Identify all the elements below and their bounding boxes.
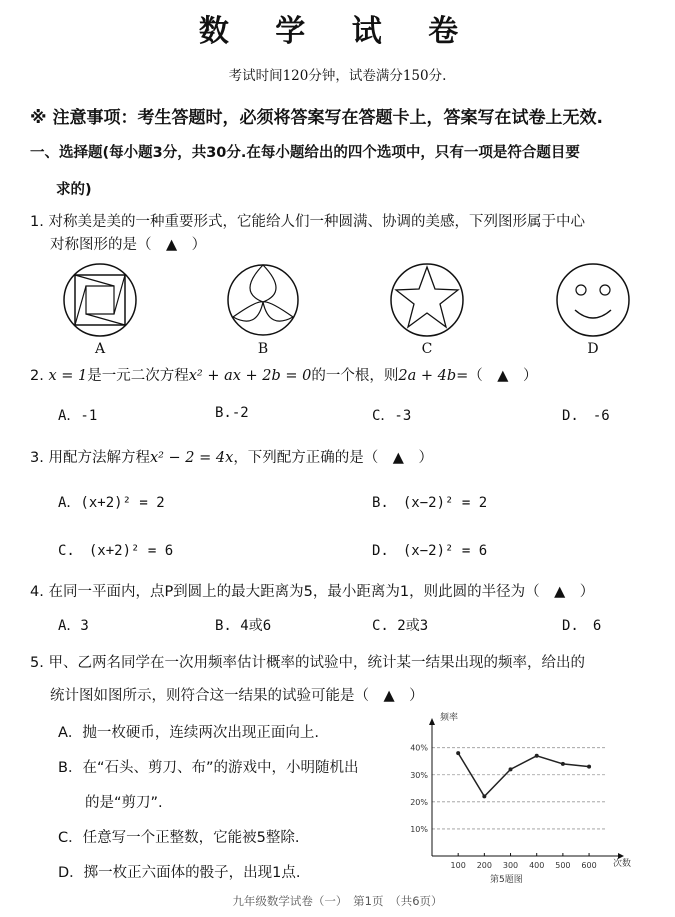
y-axis-arrow-icon [429,718,435,725]
question-1-text-cont: 对称图形的是（ ▲ ） [50,237,207,253]
q2-option-a: A．-1 [58,408,98,424]
x-tick-label: 600 [581,861,597,870]
question-2-text: 2. x = 1是一元二次方程x² + ax + 2b = 0的一个根，则2a + 4b=（ ▲ ） [30,368,538,384]
figure-d-icon [557,264,629,336]
exam-info: 考试时间120分钟，试卷满分150分. [228,68,447,84]
data-point [561,762,565,766]
question-4-text: 4. 在同一平面内，点P到圆上的最大距离为5，最小距离为1，则此圆的半径为（ ▲ ） [30,584,595,600]
data-point [509,767,513,771]
q3-option-b: B. (x−2)² = 2 [372,495,488,511]
y-tick-label: 20% [410,797,428,807]
data-point [482,794,486,798]
figure-a-label: A [94,341,106,357]
data-point [535,754,539,758]
q5-option-c: C．任意写一个正整数，它能被5整除. [58,830,300,846]
question-5-text-cont: 统计图如图所示，则符合这一结果的试验可能是（ ▲ ） [50,688,424,704]
q2-option-c: C．-3 [372,408,412,424]
page-footer: 九年级数学试卷（一） 第1页 （共6页） [232,894,443,908]
y-axis-label: 频率 [440,713,459,723]
q3-option-d: D. (x−2)² = 6 [372,543,488,559]
question-1-text: 1. 对称美是美的一种重要形式，它能给人们一种圆满、协调的美感，下列图形属于中心 [30,214,585,230]
q4-option-c: C. 2或3 [372,618,429,634]
question-3-text: 3. 用配方法解方程x² − 2 = 4x，下列配方正确的是（ ▲ ） [30,450,433,466]
x-axis-label: 次数 [613,859,632,869]
figure-a-icon [64,264,136,336]
figure-c-label: C [421,341,433,357]
data-point [587,765,591,769]
x-tick-label: 300 [502,861,519,870]
question-1-figures [55,260,655,340]
figure-b-label: B [257,341,269,357]
chart-caption: 第5题图 [490,875,523,885]
q5-option-b-cont: 的是“剪刀”. [85,795,163,811]
y-tick-label: 30% [410,770,428,780]
q5-option-a: A．抛一枚硬币，连续两次出现正面向上. [58,725,320,741]
notice: ※ 注意事项：考生答题时，必须将答案写在答题卡上，答案写在试卷上无效. [30,108,603,128]
q4-option-b: B. 4或6 [215,618,272,634]
q3-option-c: C. (x+2)² = 6 [58,543,174,559]
question-5-text: 5. 甲、乙两名同学在一次用频率估计概率的试验中，统计某一结果出现的频率，给出的 [30,655,585,671]
data-point [456,751,460,755]
y-tick-label: 10% [410,824,428,834]
x-tick-label: 100 [450,861,466,870]
q2-option-b: B.-2 [215,405,249,421]
section-heading-cont: 求的) [56,182,92,198]
figure-b-icon [228,265,298,335]
page-title: 数 学 试 卷 [198,14,477,49]
section-heading: 一、选择题(每小题3分，共30分.在每小题给出的四个选项中，只有一项是符合题目要 [30,145,580,161]
q5-option-d: D．掷一枚正六面体的骰子，出现1点. [58,865,301,881]
figure-d-label: D [587,341,599,357]
q5-option-b: B．在“石头、剪刀、布”的游戏中，小明随机出 [58,760,359,776]
y-tick-label: 40% [410,743,428,753]
q4-option-a: A．3 [58,618,89,634]
figure-c-icon [391,264,463,336]
x-tick-label: 400 [529,861,545,870]
x-tick-label: 500 [555,861,571,870]
q3-option-a: A．(x+2)² = 2 [58,495,165,511]
x-tick-label: 200 [476,861,492,870]
q4-option-d: D. 6 [562,618,602,634]
frequency-chart [400,708,650,888]
q2-option-d: D. -6 [562,408,610,424]
